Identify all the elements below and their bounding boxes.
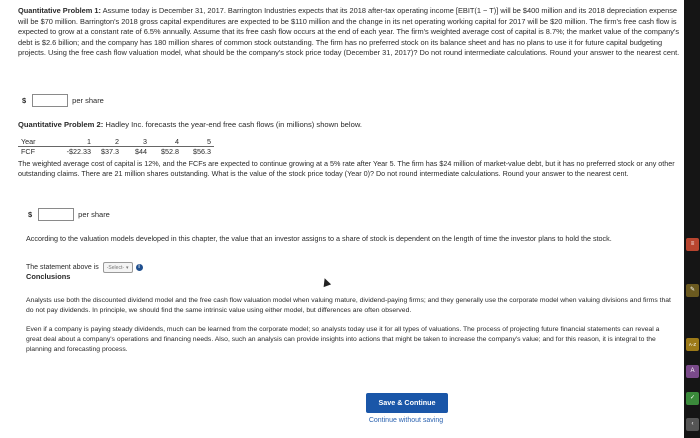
font-icon[interactable] (686, 365, 699, 378)
fcf-table (18, 137, 214, 156)
currency-symbol: $ (28, 210, 33, 219)
problem1-body: Assume today is December 31, 2017. Barrington Industries expects that its 2018 after-tax operating income [EBIT(1 − T)] will be $400 million and its 2018 depreciation expense will be $70 million. Barrington's 2018 gross capital expenditures are expected to be $110 million and the change in its net operating working capital for 2017 will be $20 million. The firm's free cash flow is expected to grow at a constant rate of 6.5% annually. Assume that its free cash flow occurs at the end of each year. The firm's weighted average cost of capital is 8.7%; the market value of the company's debt is $2.6 billion; and the company has 180 million shares of common stock outstanding. The firm has no preferred stock on its balance sheet and has no plans to use it for future capital budgeting projects. Using the free cash flow valuation model, what should be the company's stock price today (December 31, 2017)? Do not round intermediate calculations. Round your answer to the nearest cent. (18, 6, 680, 58)
pen-icon[interactable] (686, 238, 699, 251)
save-continue-button[interactable]: Save & Continue (366, 393, 448, 413)
problem2-title: Quantitative Problem 2: (18, 120, 104, 129)
problem2-header (18, 120, 362, 129)
table-cell: -$22.33 (66, 147, 91, 156)
table-header-cell: Year (18, 137, 58, 147)
table-cell: $52.8 (161, 147, 179, 156)
rail-glyph: A (690, 368, 695, 374)
problem1-title: Quantitative Problem 1: (18, 6, 101, 15)
problem2-answer-row (28, 208, 110, 221)
table-header-cell: 3 (122, 137, 150, 147)
problem1-text (18, 6, 682, 59)
chevron-down-icon: ▾ (126, 264, 129, 271)
true-false-select[interactable] (103, 262, 133, 273)
rail-glyph: ✎ (689, 287, 696, 293)
continue-without-saving-link[interactable]: Continue without saving (368, 417, 444, 424)
unit-label: per share (72, 96, 104, 105)
table-row (18, 147, 214, 157)
table-header-cell: 2 (94, 137, 122, 147)
conclusions-para-2: Even if a company is paying steady dividends, much can be learned from the corporate model; so analysts today use it for all types of valuations. The process of projecting future financial statements can reveal a great deal about a company's operations and financing needs. Also, such an analysis can provide insights into actions that might be taken to increase the company's value; and for this reason, it is integral to the planning and forecasting process. (26, 326, 660, 353)
problem1-answer-row (22, 94, 104, 107)
arrow-icon[interactable] (686, 418, 699, 431)
rail-glyph: ‹ (691, 421, 694, 427)
check-icon[interactable] (686, 392, 699, 405)
rail-glyph: A-Z (688, 342, 697, 347)
mouse-cursor-icon (321, 277, 331, 287)
rail-glyph: ≡ (690, 241, 695, 247)
table-header-cell: 5 (182, 137, 214, 147)
statement-prefix: The statement above is (26, 264, 99, 271)
problem2-answer-input[interactable] (38, 208, 74, 221)
select-label: -Select- (106, 264, 124, 271)
currency-symbol: $ (22, 96, 27, 105)
table-cell: $56.3 (193, 147, 211, 156)
notes-icon[interactable] (686, 284, 699, 297)
side-toolbar (684, 0, 700, 438)
table-cell: FCF (21, 147, 35, 156)
table-cell: $44 (135, 147, 147, 156)
rail-glyph: ✓ (689, 395, 696, 401)
problem2-body: The weighted average cost of capital is 12%, and the FCFs are expected to continue growing at a 5% rate after Year 5. The firm has $24 million of market-value debt, but it has no preferred stock or any other outstanding claims. There are 21 million shares outstanding. What is the value of the stock price today (Year 0)? Do not round intermediate calculations. Round your answer to the nearest cent. (18, 159, 675, 179)
conclusions-para-1: Analysts use both the discounted dividend model and the free cash flow valuation model when valuing mature, dividend-paying firms; and they generally use the corporate model when valuing divisions and firms that do not pay dividends. In principle, we should find the same intrinsic value using either model, but differences are often observed. (26, 297, 671, 314)
valuation-question: According to the valuation models developed in this chapter, the value that an investor assigns to a share of stock is dependent on the length of time the investor plans to hold the stock. (26, 234, 612, 243)
table-header-cell: 1 (58, 137, 94, 147)
conclusions-heading: Conclusions (26, 272, 71, 281)
problem2-intro: Hadley Inc. forecasts the year-end free cash flows (in millions) shown below. (105, 120, 362, 129)
problem1-answer-input[interactable] (32, 94, 68, 107)
table-cell: $37.3 (101, 147, 119, 156)
table-header-row (18, 137, 214, 147)
info-icon[interactable]: i (136, 264, 143, 271)
unit-label: per share (78, 210, 110, 219)
table-header-cell: 4 (150, 137, 182, 147)
az-icon[interactable] (686, 338, 699, 351)
